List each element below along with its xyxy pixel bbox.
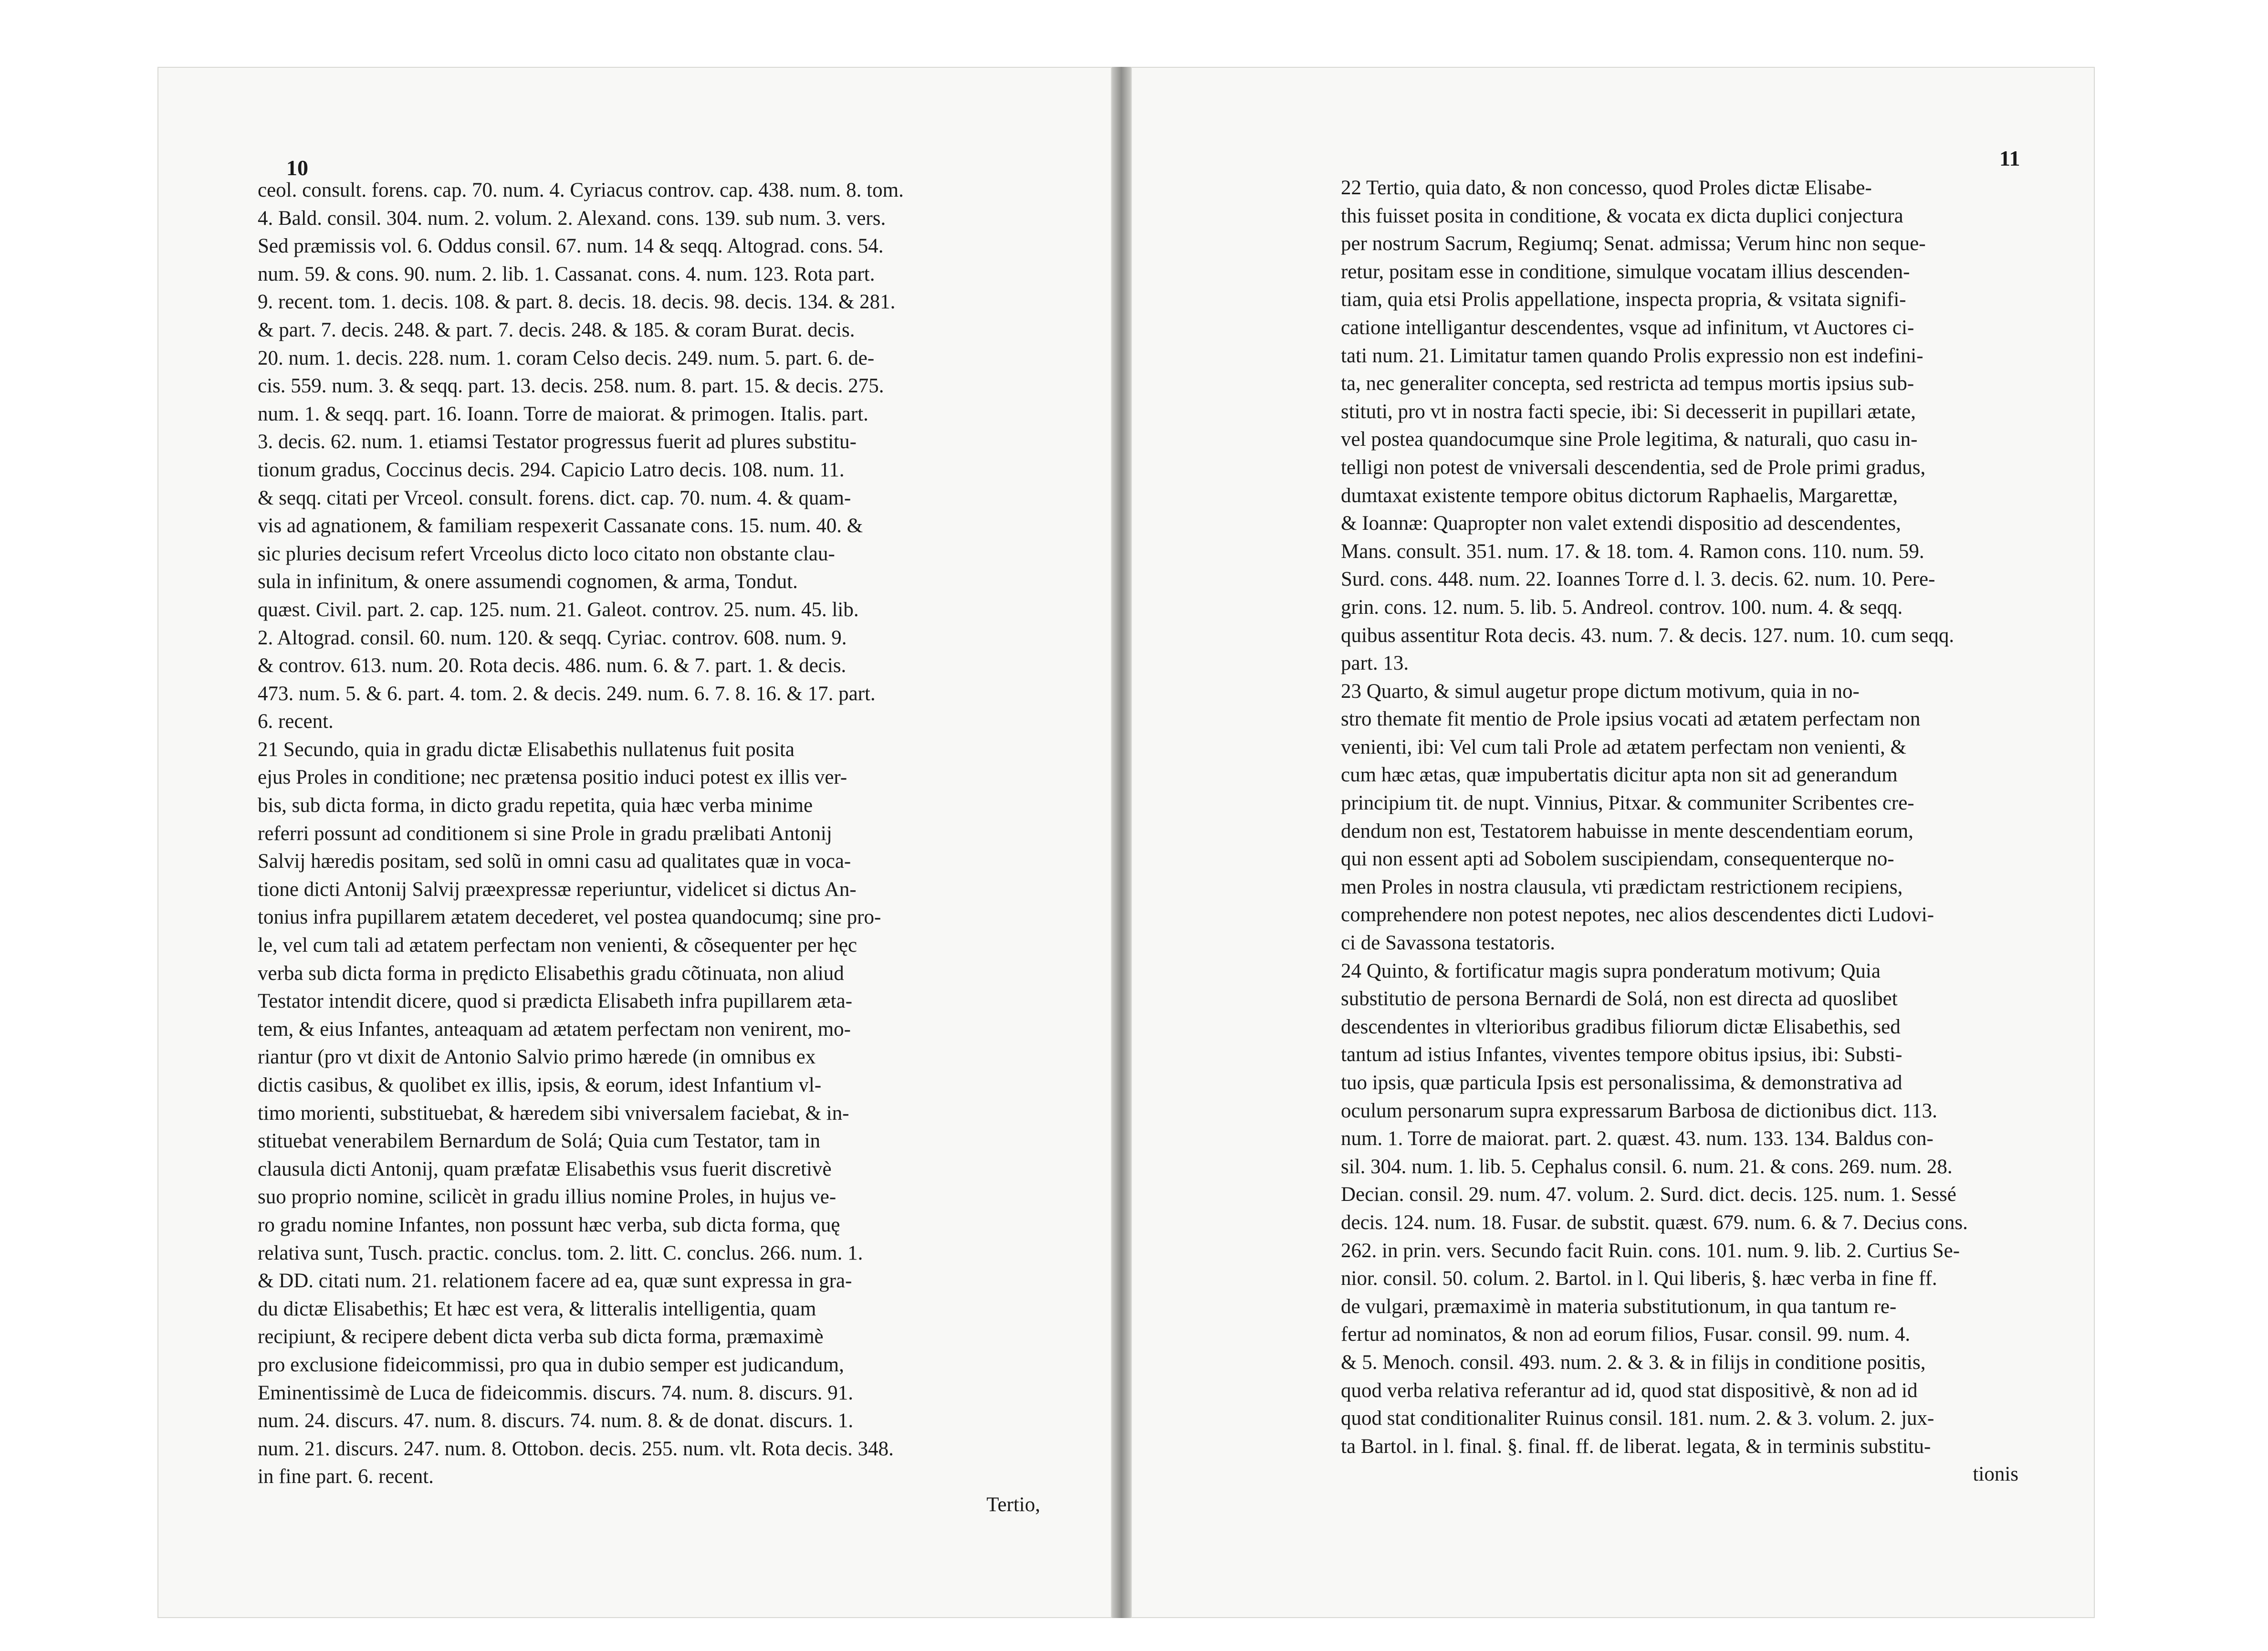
text-line: sil. 304. num. 1. lib. 5. Cephalus consil. 6. num. 21. & cons. 269. num. 28.: [1341, 1155, 1953, 1178]
text-line: vel postea quandocumque sine Prole legitima, & naturali, quo casu in-: [1341, 428, 1918, 451]
text-line: comprehendere non potest nepotes, nec alios descendentes dicti Ludovi-: [1341, 904, 1934, 926]
text-line: tonius infra pupillarem ætatem decederet, vel postea quandocumq; sine pro-: [258, 906, 881, 929]
text-line: quæst. Civil. part. 2. cap. 125. num. 21. Galeot. controv. 25. num. 45. lib.: [258, 598, 859, 621]
page-number: 11: [1999, 146, 2020, 170]
text-line: 21 Secundo, quia in gradu dictæ Elisabethis nullatenus fuit posita: [258, 738, 794, 761]
left-page: [157, 67, 1112, 1618]
text-line: recipiunt, & recipere debent dicta verba sub dicta forma, præmaximè: [258, 1325, 824, 1348]
text-line: venienti, ibi: Vel cum tali Prole ad ætatem perfectam non venienti, &: [1341, 736, 1906, 758]
text-line: telligi non potest de vniversali descendentia, sed de Prole primi gradus,: [1341, 456, 1926, 479]
text-line: du dictæ Elisabethis; Et hæc est vera, & litteralis intelligentia, quam: [258, 1297, 816, 1320]
text-line: quod stat conditionaliter Ruinus consil. 181. num. 2. & 3. volum. 2. jux-: [1341, 1407, 1934, 1430]
text-line: oculum personarum supra expressarum Barbosa de dictionibus dict. 113.: [1341, 1099, 1937, 1122]
text-line: quod verba relativa referantur ad id, quod stat dispositivè, & non ad id: [1341, 1379, 1918, 1402]
text-line: 24 Quinto, & fortificatur magis supra ponderatum motivum; Quia: [1341, 959, 1881, 982]
catchword: Tertio,: [986, 1493, 1040, 1516]
right-page: [1131, 67, 2095, 1618]
text-line: stituti, pro vt in nostra facti specie, ibi: Si decesserit in pupillari ætate,: [1341, 400, 1916, 423]
text-line: verba sub dicta forma in prędicto Elisabethis gradu cõtinuata, non aliud: [258, 962, 844, 985]
catchword: tionis: [1973, 1463, 2018, 1486]
text-line: per nostrum Sacrum, Regiumq; Senat. admissa; Verum hinc non seque-: [1341, 232, 1926, 255]
text-line: part. 13.: [1341, 652, 1409, 675]
text-line: 4. Bald. consil. 304. num. 2. volum. 2. Alexand. cons. 139. sub num. 3. vers.: [258, 207, 886, 230]
text-line: men Proles in nostra clausula, vti prædictam restrictionem recipiens,: [1341, 875, 1903, 898]
text-line: tione dicti Antonij Salvij præexpressæ reperiuntur, videlicet si dictus An-: [258, 878, 857, 901]
text-line: riantur (pro vt dixit de Antonio Salvio primo hærede (in omnibus ex: [258, 1046, 816, 1069]
text-line: referri possunt ad conditionem si sine Prole in gradu prælibati Antonij: [258, 822, 832, 845]
text-line: tiam, quia etsi Prolis appellatione, inspecta propria, & vsitata signifi-: [1341, 288, 1906, 311]
text-line: num. 24. discurs. 47. num. 8. discurs. 74. num. 8. & de donat. discurs. 1.: [258, 1409, 854, 1432]
text-line: quibus assentitur Rota decis. 43. num. 7. & decis. 127. num. 10. cum seqq.: [1341, 624, 1954, 647]
text-line: vis ad agnationem, & familiam respexerit Cassanate cons. 15. num. 40. &: [258, 515, 863, 537]
text-line: & DD. citati num. 21. relationem facere ad ea, quæ sunt expressa in gra-: [258, 1270, 852, 1293]
text-line: dendum non est, Testatorem habuisse in mente descendentiam eorum,: [1341, 820, 1913, 842]
text-line: sic pluries decisum refert Vrceolus dicto loco citato non obstante clau-: [258, 542, 835, 565]
text-line: 3. decis. 62. num. 1. etiamsi Testator progressus fuerit ad plures substitu-: [258, 431, 857, 453]
text-line: ci de Savassona testatoris.: [1341, 932, 1556, 955]
text-line: num. 1. Torre de maiorat. part. 2. quæst. 43. num. 133. 134. Baldus con-: [1341, 1127, 1934, 1150]
text-line: qui non essent apti ad Sobolem suscipiendam, consequenterque no-: [1341, 848, 1894, 871]
text-line: stro themate fit mentio de Prole ipsius vocati ad ætatem perfectam non: [1341, 708, 1921, 731]
text-line: num. 59. & cons. 90. num. 2. lib. 1. Cassanat. cons. 4. num. 123. Rota part.: [258, 263, 875, 285]
text-line: in fine part. 6. recent.: [258, 1465, 434, 1488]
text-line: retur, positam esse in conditione, simulque vocatam illius descenden-: [1341, 260, 1910, 283]
text-line: & seqq. citati per Vrceol. consult. forens. dict. cap. 70. num. 4. & quam-: [258, 486, 851, 509]
left-text-block: [258, 177, 1040, 1519]
text-line: & part. 7. decis. 248. & part. 7. decis. 248. & 185. & coram Burat. decis.: [258, 318, 855, 341]
text-line: bis, sub dicta forma, in dicto gradu repetita, quia hæc verba minime: [258, 794, 813, 817]
text-line: de vulgari, præmaximè in materia substitutionum, in qua tantum re-: [1341, 1295, 1897, 1318]
text-line: tantum ad istius Infantes, viventes tempore obitus ipsius, ibi: Substi-: [1341, 1043, 1902, 1066]
text-line: 20. num. 1. decis. 228. num. 1. coram Celso decis. 249. num. 5. part. 6. de-: [258, 347, 875, 369]
text-line: stituebat venerabilem Bernardum de Solá; Quia cum Testator, tam in: [258, 1130, 821, 1153]
text-line: cis. 559. num. 3. & seqq. part. 13. decis. 258. num. 8. part. 15. & decis. 275.: [258, 375, 884, 398]
text-line: suo proprio nomine, scilicèt in gradu illius nomine Proles, in hujus ve-: [258, 1186, 836, 1209]
text-line: Mans. consult. 351. num. 17. & 18. tom. 4. Ramon cons. 110. num. 59.: [1341, 540, 1924, 563]
text-line: clausula dicti Antonij, quam præfatæ Elisabethis vsus fuerit discretivè: [258, 1157, 832, 1180]
text-line: cum hæc ætas, quæ impubertatis dicitur apta non sit ad generandum: [1341, 764, 1898, 787]
text-line: principium tit. de nupt. Vinnius, Pitxar. & communiter Scribentes cre-: [1341, 792, 1914, 815]
text-line: Decian. consil. 29. num. 47. volum. 2. Surd. dict. decis. 125. num. 1. Sessé: [1341, 1183, 1956, 1206]
text-line: 9. recent. tom. 1. decis. 108. & part. 8. decis. 18. decis. 98. decis. 134. & 281.: [258, 291, 896, 314]
text-line: tuo ipsis, quæ particula Ipsis est personalissima, & demonstrativa ad: [1341, 1072, 1902, 1094]
text-line: tati num. 21. Limitatur tamen quando Prolis expressio non est indefini-: [1341, 344, 1923, 367]
text-line: Testator intendit dicere, quod si prædicta Elisabeth infra pupillarem æta-: [258, 990, 853, 1013]
text-line: & Ioannæ: Quapropter non valet extendi dispositio ad descendentes,: [1341, 512, 1901, 535]
text-line: tem, & eius Infantes, anteaquam ad ætatem perfectam non venirent, mo-: [258, 1018, 851, 1041]
text-line: substitutio de persona Bernardi de Solá, non est directa ad quoslibet: [1341, 988, 1898, 1010]
text-line: Surd. cons. 448. num. 22. Ioannes Torre d. l. 3. decis. 62. num. 10. Pere-: [1341, 568, 1935, 591]
text-line: le, vel cum tali ad ætatem perfectam non venienti, & cõsequenter per hęc: [258, 934, 857, 957]
text-line: tionum gradus, Coccinus decis. 294. Capicio Latro decis. 108. num. 11.: [258, 458, 845, 481]
text-line: 262. in prin. vers. Secundo facit Ruin. cons. 101. num. 9. lib. 2. Curtius Se-: [1341, 1239, 1960, 1262]
text-line: Sed præmissis vol. 6. Oddus consil. 67. num. 14 & seqq. Altograd. cons. 54.: [258, 235, 884, 258]
text-line: & 5. Menoch. consil. 493. num. 2. & 3. & in filijs in conditione positis,: [1341, 1351, 1926, 1374]
text-line: Salvij hæredis positam, sed solũ in omni casu ad qualitates quæ in voca-: [258, 850, 851, 873]
book-gutter: [1112, 67, 1131, 1618]
text-line: dumtaxat existente tempore obitus dictorum Raphaelis, Margarettæ,: [1341, 484, 1898, 507]
text-line: this fuisset posita in conditione, & vocata ex dicta duplici conjectura: [1341, 204, 1903, 227]
text-line: ro gradu nomine Infantes, non possunt hæc verba, sub dicta forma, quę: [258, 1213, 840, 1236]
text-line: 473. num. 5. & 6. part. 4. tom. 2. & decis. 249. num. 6. 7. 8. 16. & 17. part.: [258, 682, 876, 705]
text-line: 23 Quarto, & simul augetur prope dictum motivum, quia in no-: [1341, 680, 1860, 703]
text-line: dictis casibus, & quolibet ex illis, ipsis, & eorum, idest Infantium vl-: [258, 1074, 822, 1096]
text-line: num. 21. discurs. 247. num. 8. Ottobon. decis. 255. num. vlt. Rota decis. 348.: [258, 1437, 894, 1460]
text-line: 2. Altograd. consil. 60. num. 120. & seqq. Cyriac. controv. 608. num. 9.: [258, 626, 847, 649]
text-line: nior. consil. 50. colum. 2. Bartol. in l. Qui liberis, §. hæc verba in fine ff.: [1341, 1267, 1937, 1290]
text-line: num. 1. & seqq. part. 16. Ioann. Torre de maiorat. & primogen. Italis. part.: [258, 402, 868, 425]
text-line: sula in infinitum, & onere assumendi cognomen, & arma, Tondut.: [258, 570, 798, 593]
right-text-block: [1341, 174, 2018, 1489]
text-line: relativa sunt, Tusch. practic. conclus. tom. 2. litt. C. conclus. 266. num. 1.: [258, 1241, 863, 1264]
text-line: ta, nec generaliter concepta, sed restricta ad tempus mortis ipsius sub-: [1341, 372, 1914, 395]
text-line: 6. recent.: [258, 710, 334, 733]
text-line: decis. 124. num. 18. Fusar. de substit. quæst. 679. num. 6. & 7. Decius cons.: [1341, 1211, 1968, 1234]
text-line: catione intelligantur descendentes, vsque ad infinitum, vt Auctores ci-: [1341, 316, 1914, 339]
page-number: 10: [286, 156, 308, 180]
text-line: ta Bartol. in l. final. §. final. ff. de liberat. legata, & in terminis substitu-: [1341, 1435, 1931, 1458]
text-line: descendentes in vlterioribus gradibus filiorum dictæ Elisabethis, sed: [1341, 1015, 1901, 1038]
text-line: pro exclusione fideicommissi, pro qua in dubio semper est judicandum,: [258, 1353, 844, 1376]
text-line: Eminentissimè de Luca de fideicommis. discurs. 74. num. 8. discurs. 91.: [258, 1381, 853, 1404]
text-line: grin. cons. 12. num. 5. lib. 5. Andreol. controv. 100. num. 4. & seqq.: [1341, 596, 1903, 619]
text-line: fertur ad nominatos, & non ad eorum filios, Fusar. consil. 99. num. 4.: [1341, 1323, 1911, 1346]
text-line: ejus Proles in conditione; nec prætensa positio induci potest ex illis ver-: [258, 766, 847, 789]
text-line: & controv. 613. num. 20. Rota decis. 486. num. 6. & 7. part. 1. & decis.: [258, 654, 847, 677]
text-line: 22 Tertio, quia dato, & non concesso, quod Proles dictæ Elisabe-: [1341, 177, 1872, 199]
text-line: timo morienti, substituebat, & hæredem sibi vniversalem faciebat, & in-: [258, 1102, 849, 1125]
text-line: ceol. consult. forens. cap. 70. num. 4. Cyriacus controv. cap. 438. num. 8. tom.: [258, 179, 904, 201]
